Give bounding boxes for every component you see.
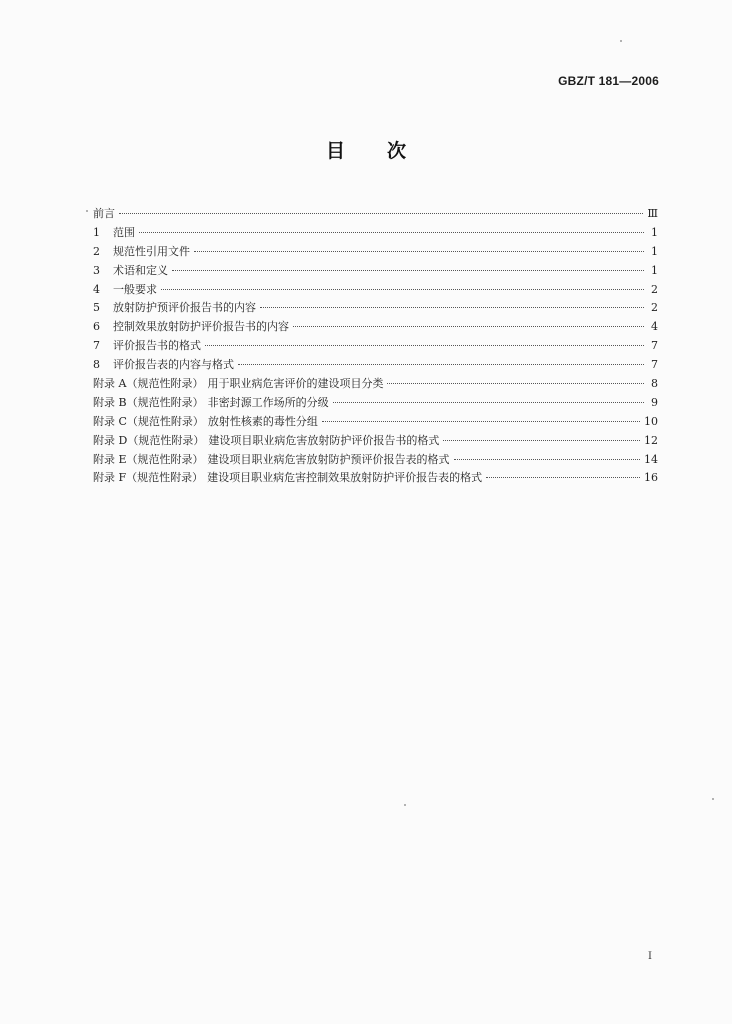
toc-entry-number: 3 bbox=[93, 263, 100, 277]
toc-entry-8[interactable] bbox=[93, 356, 658, 375]
dot-leader bbox=[387, 383, 644, 384]
toc-entry-annex-label: 附录 A（规范性附录） bbox=[93, 377, 204, 391]
dot-leader bbox=[486, 477, 640, 478]
toc-entry-number: 4 bbox=[93, 282, 100, 296]
toc-entry-1[interactable] bbox=[93, 224, 658, 243]
toc-entry-annex-b[interactable] bbox=[93, 394, 658, 413]
toc-entry-3[interactable] bbox=[93, 262, 658, 281]
scan-speck bbox=[712, 798, 714, 800]
dot-leader bbox=[119, 213, 643, 214]
toc-entry-text: 放射防护预评价报告书的内容 bbox=[113, 301, 256, 315]
toc-entry-annex-c[interactable] bbox=[93, 413, 658, 432]
toc-entry-text: 放射性核素的毒性分组 bbox=[207, 414, 318, 428]
toc-entry-page: 2 bbox=[651, 301, 658, 315]
toc-entry-text: 范围 bbox=[113, 225, 135, 239]
dot-leader bbox=[293, 326, 644, 327]
toc-entry-annex-label: 附录 E（规范性附录） bbox=[93, 452, 204, 466]
toc-entry-page: 2 bbox=[651, 282, 658, 296]
dot-leader bbox=[139, 232, 644, 233]
toc-entry-number: 2 bbox=[93, 244, 100, 258]
toc-entry-text: 用于职业病危害评价的建设项目分类 bbox=[207, 377, 384, 391]
toc-entry-page: 1 bbox=[651, 244, 658, 258]
toc-entry-number: 5 bbox=[93, 301, 100, 315]
dot-leader bbox=[161, 289, 644, 290]
toc-entry-page: 1 bbox=[651, 225, 658, 239]
toc-entry-text: 前言 bbox=[93, 207, 115, 220]
toc-entry-page: 9 bbox=[651, 395, 658, 409]
scan-speck bbox=[620, 40, 622, 42]
document-code: GBZ/T 181—2006 bbox=[558, 74, 659, 88]
toc-entry-text: 评价报告书的格式 bbox=[113, 339, 201, 353]
toc-list bbox=[93, 205, 658, 488]
dot-leader bbox=[172, 270, 644, 271]
toc-entry-annex-label: 附录 B（规范性附录） bbox=[93, 395, 204, 409]
toc-entry-text: 非密封源工作场所的分级 bbox=[207, 395, 329, 409]
toc-entry-page: Ⅲ bbox=[647, 207, 658, 220]
toc-entry-page: 14 bbox=[644, 452, 658, 466]
toc-entry-annex-a[interactable] bbox=[93, 375, 658, 394]
toc-entry-page: 8 bbox=[651, 377, 658, 391]
toc-entry-annex-label: 附录 C（规范性附录） bbox=[93, 414, 204, 428]
toc-entry-text: 建设项目职业病危害放射防护评价报告书的格式 bbox=[208, 433, 440, 447]
toc-title-char-1: 目 bbox=[325, 140, 345, 162]
dot-leader bbox=[260, 307, 644, 308]
toc-entry-number: 1 bbox=[93, 225, 100, 239]
toc-entry-annex-label: 附录 F（规范性附录） bbox=[93, 471, 204, 485]
page-number: I bbox=[648, 951, 652, 962]
scan-speck bbox=[86, 210, 88, 212]
toc-entry-number: 7 bbox=[93, 339, 100, 353]
toc-entry-page: 7 bbox=[651, 358, 658, 372]
dot-leader bbox=[322, 421, 640, 422]
toc-entry-number: 6 bbox=[93, 320, 100, 334]
toc-entry-annex-e[interactable] bbox=[93, 451, 658, 470]
toc-entry-text: 评价报告表的内容与格式 bbox=[113, 358, 234, 372]
toc-entry-number: 8 bbox=[93, 358, 100, 372]
toc-entry-text: 一般要求 bbox=[113, 282, 157, 296]
toc-entry-page: 12 bbox=[644, 433, 658, 447]
toc-entry-text: 控制效果放射防护评价报告书的内容 bbox=[113, 320, 289, 334]
toc-entry-text: 术语和定义 bbox=[113, 263, 168, 277]
dot-leader bbox=[333, 402, 644, 403]
dot-leader bbox=[454, 459, 640, 460]
toc-title bbox=[0, 136, 732, 163]
toc-entry-text: 规范性引用文件 bbox=[113, 244, 190, 258]
dot-leader bbox=[443, 440, 640, 441]
dot-leader bbox=[194, 251, 644, 252]
toc-entry-page: 4 bbox=[651, 320, 658, 334]
dot-leader bbox=[205, 345, 644, 346]
toc-entry-annex-d[interactable] bbox=[93, 432, 658, 451]
toc-entry-5[interactable] bbox=[93, 299, 658, 318]
toc-entry-annex-label: 附录 D（规范性附录） bbox=[93, 433, 205, 447]
toc-entry-page: 7 bbox=[651, 339, 658, 353]
toc-entry-7[interactable] bbox=[93, 337, 658, 356]
dot-leader bbox=[238, 364, 644, 365]
toc-entry-annex-f[interactable] bbox=[93, 469, 658, 488]
toc-entry-6[interactable] bbox=[93, 318, 658, 337]
toc-entry-4[interactable] bbox=[93, 281, 658, 300]
toc-entry-2[interactable] bbox=[93, 243, 658, 262]
toc-entry-text: 建设项目职业病危害放射防护预评价报告表的格式 bbox=[207, 452, 450, 466]
toc-title-char-2: 次 bbox=[387, 140, 407, 162]
toc-entry-page: 16 bbox=[644, 471, 658, 485]
toc-entry-page: 1 bbox=[651, 263, 658, 277]
scan-speck bbox=[404, 804, 406, 806]
toc-entry-foreword[interactable] bbox=[93, 205, 658, 224]
toc-entry-text: 建设项目职业病危害控制效果放射防护评价报告表的格式 bbox=[207, 471, 483, 485]
toc-entry-page: 10 bbox=[644, 414, 658, 428]
